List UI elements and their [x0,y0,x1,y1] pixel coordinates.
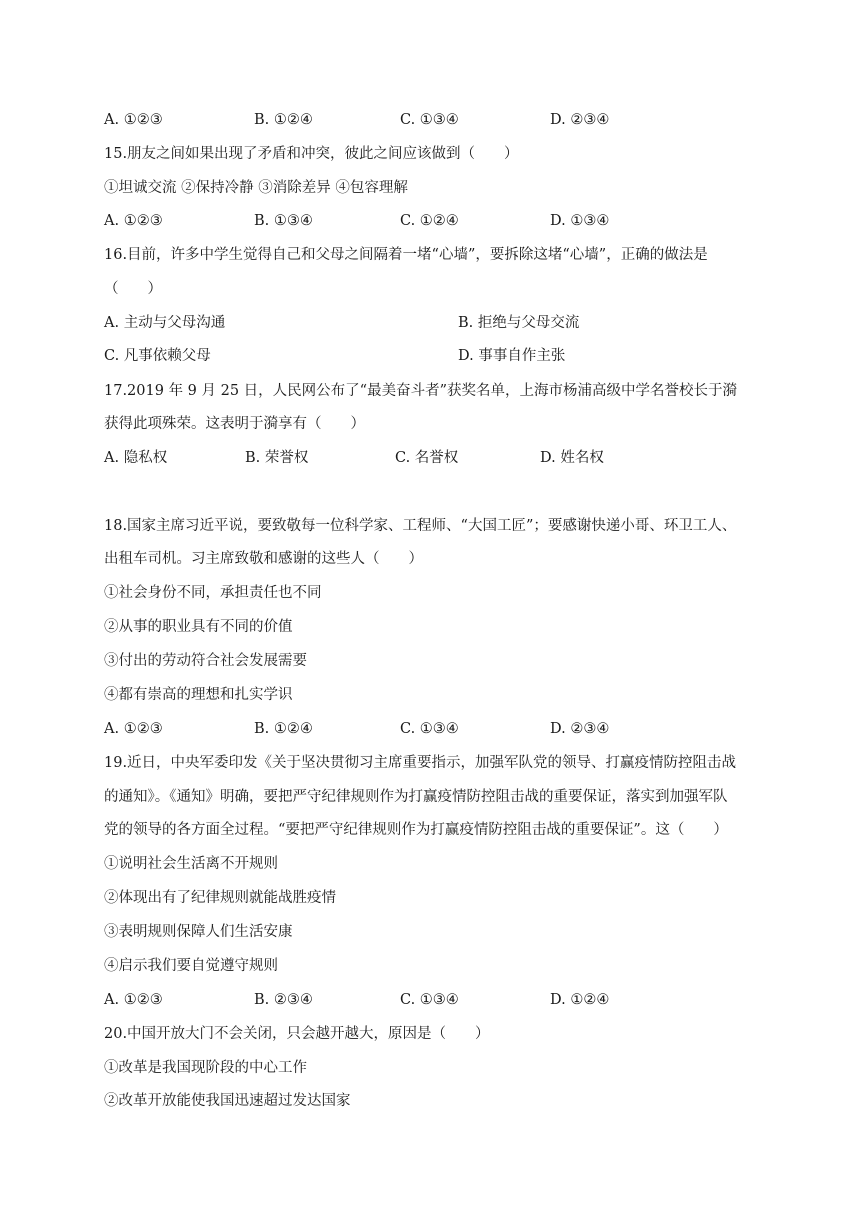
q16-option-a: A. 主动与父母沟通 [104,315,226,331]
q16-option-c: C. 凡事依赖父母 [104,348,211,364]
q17-option-c: C. 名誉权 [395,450,459,466]
q19-options [104,990,764,1010]
q16-stem-line2: （ ） [104,281,162,297]
q19-option-c: C. ①③④ [400,992,459,1008]
q18-options [104,719,764,739]
q19-option-d: D. ①②④ [550,992,610,1008]
q18-option-d: D. ②③④ [550,721,610,737]
q17-stem-line2: 获得此项殊荣。这表明于漪享有（ ） [104,416,365,432]
q19-item-1: ①说明社会生活离不开规则 [104,856,278,872]
q19-option-a: A. ①②③ [104,992,163,1008]
q18-option-a: A. ①②③ [104,721,163,737]
q15-option-d: D. ①③④ [550,213,610,229]
q16-option-b: B. 拒绝与父母交流 [458,315,580,331]
q20-stem: 20.中国开放大门不会关闭，只会越开越大，原因是（ ） [104,1026,490,1042]
q20-item-2: ②改革开放能使我国迅速超过发达国家 [104,1093,351,1109]
q14-option-b: B. ①②④ [254,112,313,128]
q14-option-a: A. ①②③ [104,112,163,128]
q17-stem-line1: 17.2019 年 9 月 25 日，人民网公布了“最美奋斗者”获奖名单，上海市杨浦高级中学名誉校长于漪 [104,383,738,399]
q15-options [104,211,764,231]
q17-option-a: A. 隐私权 [104,450,168,466]
q19-option-b: B. ②③④ [254,992,313,1008]
q15-option-c: C. ①②④ [400,213,459,229]
q18-item-3: ③付出的劳动符合社会发展需要 [104,653,307,669]
q18-item-4: ④都有崇高的理想和扎实学识 [104,687,293,703]
q19-stem-line3: 党的领导的各方面全过程。“要把严守纪律规则作为打赢疫情防控阻击战的重要保证”。这（ ） [104,822,728,838]
q19-stem-line2: 的通知》。《通知》明确，要把严守纪律规则作为打赢疫情防控阻击战的重要保证，落实到加强军队 [104,789,728,805]
q16-option-d: D. 事事自作主张 [458,348,566,364]
q17-options [104,448,764,468]
q15-stem: 15.朋友之间如果出现了矛盾和冲突，彼此之间应该做到（ ） [104,146,519,162]
q20-item-1: ①改革是我国现阶段的中心工作 [104,1060,307,1076]
q18-option-b: B. ①②④ [254,721,313,737]
q15-items: ①坦诚交流 ②保持冷静 ③消除差异 ④包容理解 [104,180,408,196]
q16-options-row1 [104,313,764,333]
q14-option-c: C. ①③④ [400,112,459,128]
q18-option-c: C. ①③④ [400,721,459,737]
q14-option-d: D. ②③④ [550,112,610,128]
q19-item-3: ③表明规则保障人们生活安康 [104,924,293,940]
q18-stem-line1: 18.国家主席习近平说，要致敬每一位科学家、工程师、“大国工匠”；要感谢快递小哥、环卫工人、 [104,518,737,534]
q19-stem-line1: 19.近日，中央军委印发《关于坚决贯彻习主席重要指示，加强军队党的领导、打赢疫情防控阻击战 [104,755,737,771]
q16-options-row2 [104,346,764,366]
q16-stem-line1: 16.目前，许多中学生觉得自己和父母之间隔着一堵“心墙”，要拆除这堵“心墙”，正确的做法是 [104,247,708,263]
q18-item-2: ②从事的职业具有不同的价值 [104,619,293,635]
q15-option-a: A. ①②③ [104,213,163,229]
q15-option-b: B. ①③④ [254,213,313,229]
q17-option-b: B. 荣誉权 [245,450,309,466]
q19-item-2: ②体现出有了纪律规则就能战胜疫情 [104,890,336,906]
q14-options [104,110,764,130]
q18-stem-line2: 出租车司机。习主席致敬和感谢的这些人（ ） [104,551,423,567]
q17-option-d: D. 姓名权 [540,450,604,466]
q19-item-4: ④启示我们要自觉遵守规则 [104,958,278,974]
q18-item-1: ①社会身份不同，承担责任也不同 [104,585,322,601]
